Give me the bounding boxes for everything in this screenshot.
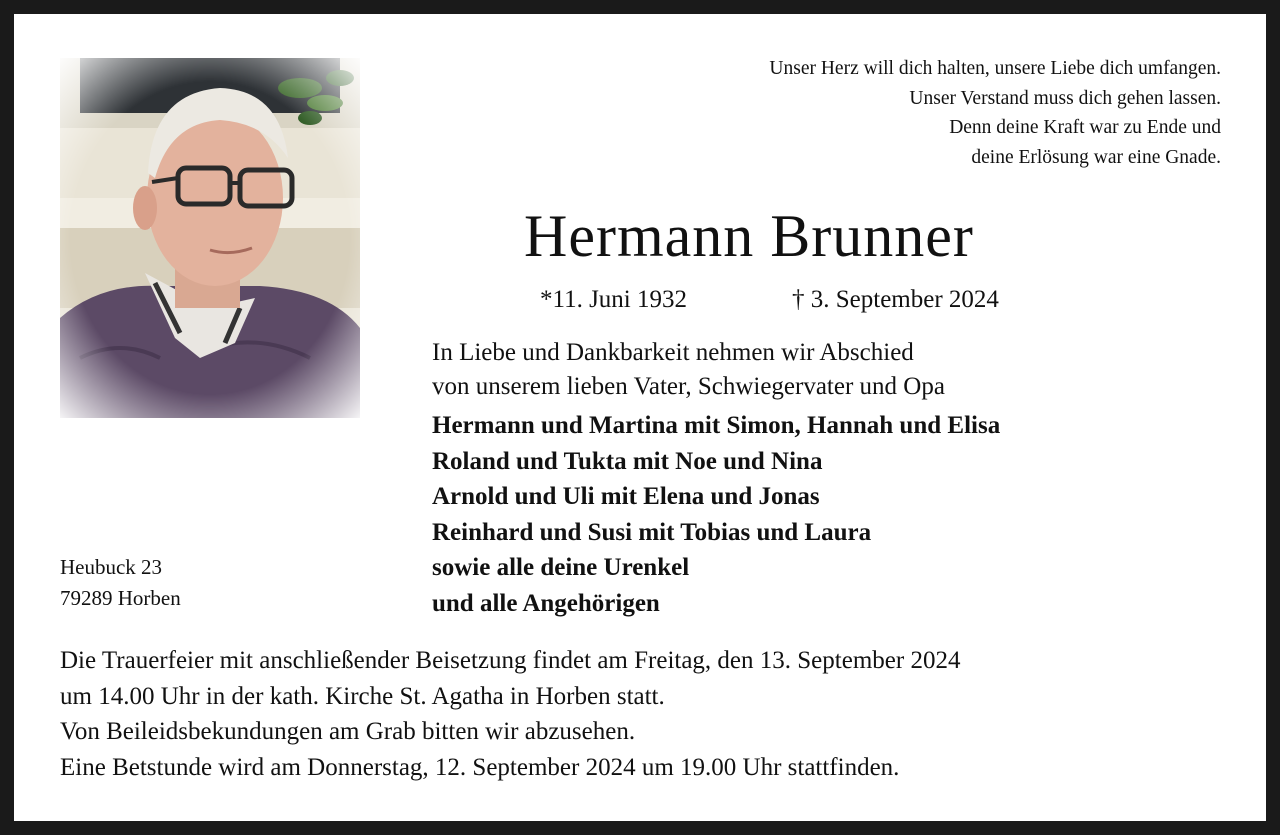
farewell-line: In Liebe und Dankbarkeit nehmen wir Abschied [432,339,914,366]
poem-line: Unser Herz will dich halten, unsere Liebe dich umfangen. [769,58,1221,79]
address-city: 79289 Horben [60,586,181,610]
poem-line: Denn deine Kraft war zu Ende und [949,117,1221,138]
poem-line: deine Erlösung war eine Gnade. [971,146,1221,168]
family-line: Reinhard und Susi mit Tobias und Laura [432,518,872,546]
family-address [60,552,181,614]
obituary-card [14,14,1266,821]
death-date: † 3. September 2024 [792,286,999,313]
farewell-line: von unserem lieben Vater, Schwiegervater und Opa [432,373,945,400]
family-list [432,408,1000,621]
farewell-text [432,336,945,404]
funeral-line: um 14.00 Uhr in der kath. Kirche St. Agatha in Horben statt. [60,682,665,710]
family-line: sowie alle deine Urenkel [432,554,690,581]
address-street: Heubuck 23 [60,555,163,579]
deceased-name: Hermann Brunner [524,203,974,269]
funeral-line: Eine Betstunde wird am Donnerstag, 12. September 2024 um 19.00 Uhr stattfinden. [60,753,900,781]
family-line: Roland und Tukta mit Noe und Nina [432,447,823,475]
memorial-poem [769,54,1221,172]
funeral-line: Die Trauerfeier mit anschließender Beisetzung findet am Freitag, den 13. September 2024 [60,647,961,674]
family-line: Arnold und Uli mit Elena und Jonas [432,483,820,510]
funeral-details [60,643,960,785]
birth-date: *11. Juni 1932 [540,286,687,313]
family-line: und alle Angehörigen [432,589,660,617]
funeral-line: Von Beileidsbekundungen am Grab bitten wir abzusehen. [60,718,636,745]
poem-line: Unser Verstand muss dich gehen lassen. [909,87,1221,109]
portrait-photo [60,58,360,418]
family-line: Hermann und Martina mit Simon, Hannah und Elisa [432,412,1001,439]
